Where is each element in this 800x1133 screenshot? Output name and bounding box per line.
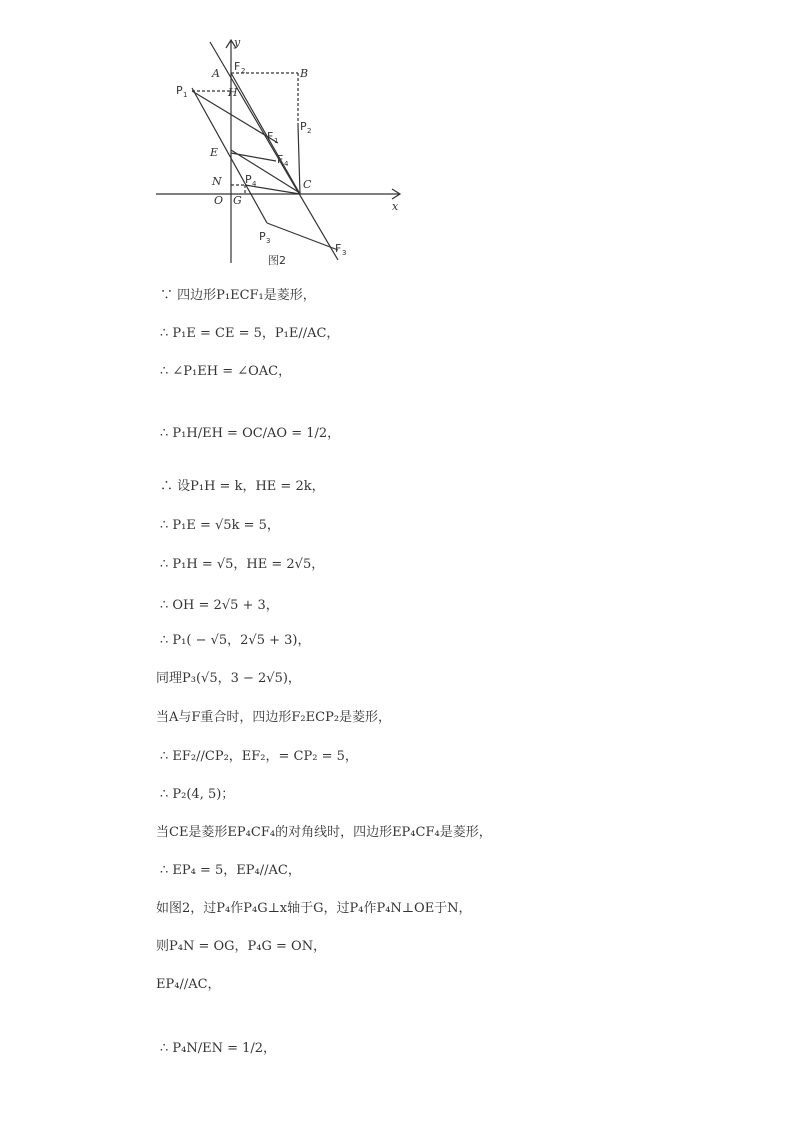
line-15: 如图2，过P₄作P₄G⊥x轴于G，过P₄作P₄N⊥OE于N，	[156, 901, 472, 916]
svg-text:3: 3	[342, 249, 347, 257]
svg-text:A: A	[212, 67, 220, 80]
line-16: 则P₄N = OG，P₄G = ON，	[156, 939, 327, 954]
svg-text:H: H	[228, 86, 238, 99]
svg-text:4: 4	[252, 180, 257, 188]
svg-text:F: F	[277, 153, 284, 166]
svg-text:E: E	[210, 146, 219, 159]
line-3: ∴ P₁H/EH = OC/AO = 1/2，	[160, 426, 341, 441]
line-4: ∴ 设P₁H = k，HE = 2k，	[160, 479, 325, 494]
line-17: EP₄//AC，	[156, 977, 221, 992]
svg-text:2: 2	[241, 67, 246, 75]
svg-text:P: P	[245, 173, 252, 186]
svg-text:N: N	[212, 175, 222, 188]
svg-text:P: P	[176, 84, 183, 97]
svg-text:G: G	[233, 194, 242, 207]
figure-caption: 图2	[268, 254, 286, 267]
svg-text:3: 3	[266, 237, 271, 245]
svg-text:x: x	[392, 200, 399, 213]
line-11: ∴ EF₂//CP₂，EF₂，= CP₂ = 5，	[160, 749, 358, 764]
line-13: 当CE是菱形EP₄CF₄的对角线时，四边形EP₄CF₄是菱形，	[156, 825, 492, 840]
svg-text:F: F	[234, 60, 241, 73]
line-ac	[210, 42, 338, 260]
line-12: ∴ P₂(4, 5)；	[160, 787, 235, 802]
svg-text:C: C	[303, 178, 312, 191]
line-1: ∴ P₁E = CE = 5，P₁E//AC，	[160, 326, 340, 341]
line-7: ∴ OH = 2√5 + 3，	[160, 598, 279, 613]
svg-text:1: 1	[183, 91, 188, 99]
line-6: ∴ P₁H = √5，HE = 2√5，	[160, 557, 325, 572]
svg-text:1: 1	[274, 137, 279, 145]
svg-text:O: O	[214, 194, 224, 207]
svg-text:B: B	[300, 67, 309, 80]
svg-text:P: P	[300, 120, 307, 133]
line-9: 同理P₃(√5，3 − 2√5)，	[156, 671, 301, 686]
line-18: ∴ P₄N/EN = 1/2，	[160, 1041, 277, 1056]
svg-text:F: F	[267, 130, 274, 143]
line-8: ∴ P₁( − √5，2√5 + 3)，	[160, 633, 311, 648]
geometry-figure	[150, 28, 410, 278]
svg-text:2: 2	[307, 127, 312, 135]
svg-text:y: y	[234, 36, 241, 49]
line-0: ∵ 四边形P₁ECF₁是菱形，	[160, 288, 316, 303]
line-2: ∴ ∠P₁EH = ∠OAC，	[160, 364, 292, 379]
line-5: ∴ P₁E = √5k = 5，	[160, 518, 280, 533]
line-10: 当A与F重合时，四边形F₂ECP₂是菱形，	[156, 710, 392, 725]
line-14: ∴ EP₄ = 5，EP₄//AC，	[160, 863, 301, 878]
svg-text:F: F	[335, 242, 342, 255]
svg-text:4: 4	[284, 160, 289, 168]
svg-text:P: P	[259, 230, 266, 243]
